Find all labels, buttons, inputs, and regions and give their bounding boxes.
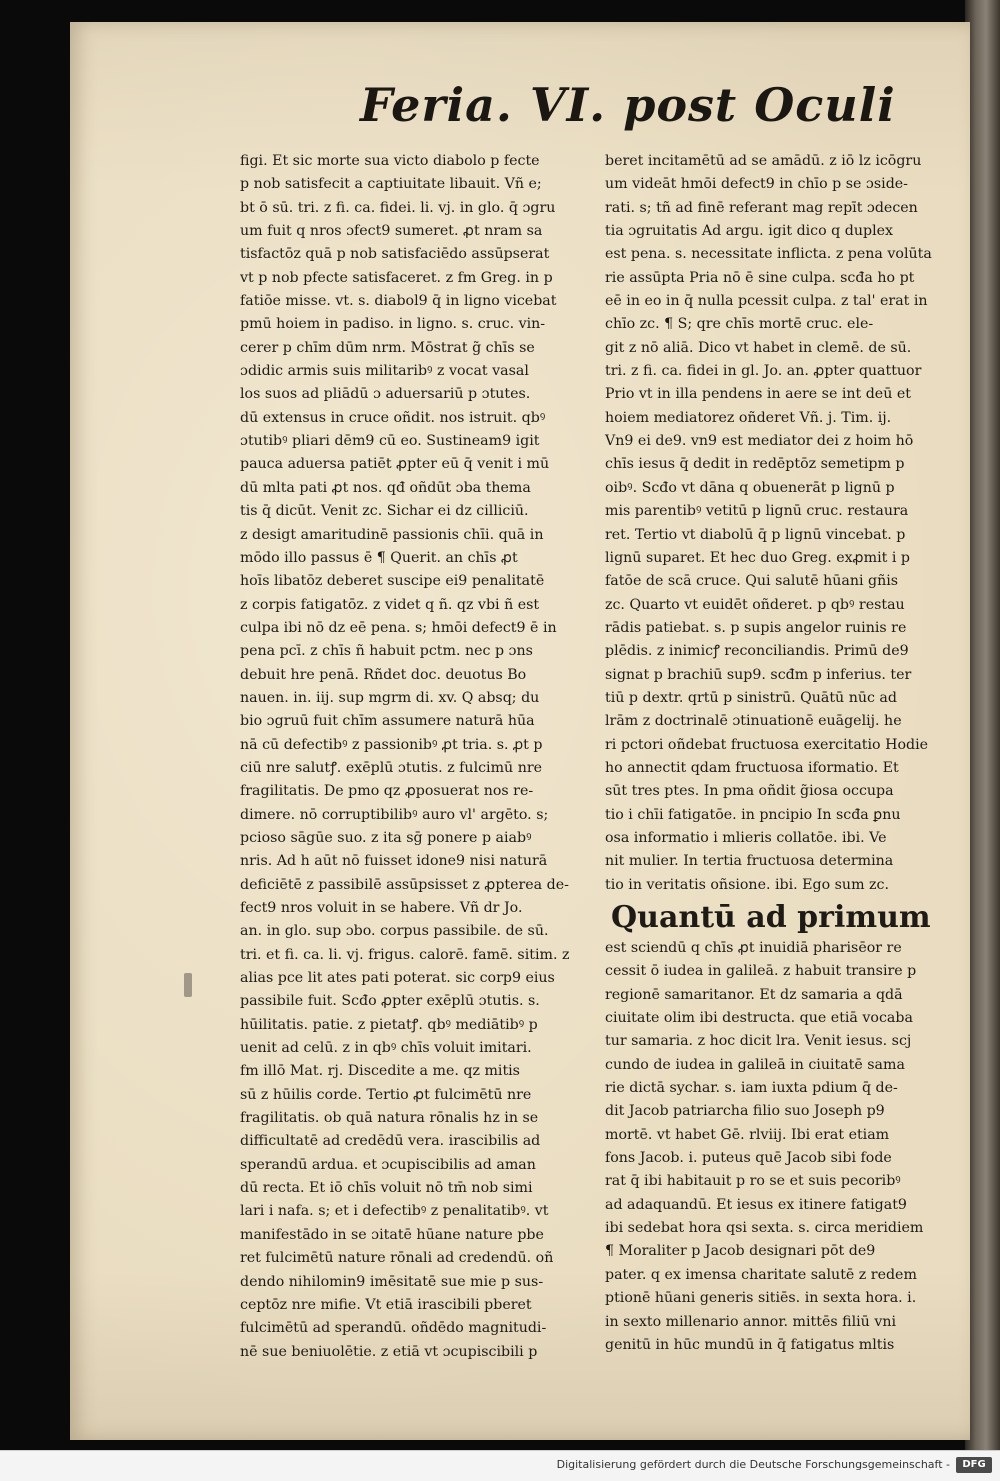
text-line: signat p brachiū sup9. scđm p inferius. ter: [605, 666, 912, 683]
text-line: hūilitatis. patie. z pietatꝭ. qbꝰ mediātibꝰ p: [240, 1016, 538, 1033]
right-column-top: [605, 150, 965, 897]
text-line: an. in glo. sup ɔbo. corpus passibile. de sū.: [240, 923, 549, 940]
text-line: rie dictā sychar. s. iam iuxta pdium q̄ de-: [605, 1080, 898, 1097]
text-line: z corpis fatigatōz. z videt q ñ. qz vbi ñ est: [240, 596, 540, 613]
left-column: [240, 150, 595, 1360]
text-line: los suos ad pliādū ɔ aduersariū p ɔtutes.: [240, 386, 531, 403]
text-line: difficultatē ad credēdū vera. irascibilis ad: [240, 1133, 541, 1150]
text-line: eē in eo in q̄ nulla pcessit culpa. z tal' erat in: [605, 293, 928, 310]
text-line: pmū hoiem in padiso. in ligno. s. cruc. vin-: [240, 316, 546, 333]
text-line: dū mlta pati ꝓt nos. qđ oñdūt ɔba thema: [240, 479, 531, 496]
text-line: nauen. in. iij. sup mgrm di. xv. Q absq; du: [240, 689, 540, 706]
text-line: beret incitamētū ad se amādū. z iō lz icōgru: [605, 153, 922, 169]
text-line: ri pctori oñdebat fructuosa exercitatio Hodie: [605, 736, 929, 753]
text-line: tri. et fi. ca. li. vj. frigus. calorē. famē. sitim. z: [240, 946, 570, 963]
text-line: tiū p dextr. qrtū p sinistrū. Quātū nūc ad: [605, 689, 897, 706]
text-line: cerer p chīm dūm nrm. Mōstrat g̃ chīs se: [240, 339, 535, 356]
text-line: dimere. nō corruptibilibꝰ auro vl' argēto. s;: [240, 806, 549, 823]
text-line: vt p nob pfecte satisfaceret. z fm Greg. in p: [240, 269, 553, 286]
text-line: nā cū defectibꝰ z passionibꝰ ꝓt tria. s. ꝓt p: [240, 736, 543, 753]
text-line: tio i chīi fatigatōe. in pncipio In scđa ꝑnu: [605, 806, 901, 823]
text-line: tur samaria. z hoc dicit lra. Venit iesus. scj: [605, 1033, 912, 1050]
text-line: est pena. s. necessitate inflicta. z pena volūta: [605, 246, 932, 263]
text-line: est sciendū q chīs ꝓt inuidiā pharisēor re: [605, 940, 902, 956]
text-line: uenit ad celū. z in qbꝰ chīs voluit imitari.: [240, 1040, 532, 1057]
text-line: sperandū ardua. et ɔcupiscibilis ad aman: [240, 1156, 536, 1173]
text-line: nris. Ad h aūt nō fuisset idone9 nisi naturā: [240, 853, 548, 870]
text-line: lignū suparet. Et hec duo Greg. exꝓmit i p: [605, 549, 910, 566]
running-head: Feria. VI. post Oculi: [360, 78, 896, 132]
text-line: tio in veritatis oñsione. ibi. Ego sum zc.: [605, 876, 889, 893]
text-line: ho annectit qdam fructuosa iformatio. Et: [605, 759, 899, 776]
binding-edge: [965, 0, 1000, 1450]
text-line: fragilitatis. ob quā natura rōnalis hz in se: [240, 1110, 539, 1127]
text-line: fons Jacob. i. puteus quē Jacob sibi fode: [605, 1150, 892, 1167]
dfg-logo: DFG: [956, 1457, 992, 1473]
footer-bar: [0, 1450, 1000, 1481]
text-line: ret. Tertio vt diabolū q̄ p lignū vincebat. p: [605, 526, 906, 543]
text-line: mōdo illo passus ē ¶ Querit. an chīs ꝓt: [240, 549, 518, 566]
text-line: osa informatio i mlieris collatōe. ibi. Ve: [605, 829, 887, 846]
text-line: in sexto millenario annor. mittēs filiū vni: [605, 1313, 897, 1330]
text-line: nē sue beniuolētie. z etiā vt ɔcupiscibili p: [240, 1343, 538, 1360]
text-line: rādis patiebat. s. p supis angelor ruinis re: [605, 619, 907, 636]
text-line: um fuit q nros ɔfect9 sumeret. ꝓt nram sa: [240, 223, 543, 240]
text-line: plēdis. z inimicꝭ reconciliandis. Primū de9: [605, 643, 909, 660]
text-line: Vn9 ei de9. vn9 est mediator dei z hoim hō: [605, 433, 914, 450]
text-line: dū extensus in cruce oñdit. nos istruit. qbꝰ: [240, 409, 546, 426]
text-line: cessit ō iudea in galileā. z habuit transire p: [605, 963, 917, 980]
text-line: um videāt hmōi defect9 in chīo p se ɔside-: [605, 176, 908, 193]
text-line: bio ɔgruū fuit chīm assumere naturā hūa: [240, 713, 535, 730]
text-line: figi. Et sic morte sua victo diabolo p fecte: [240, 153, 540, 169]
text-line: ibi sedebat hora qsi sexta. s. circa meridiem: [605, 1220, 924, 1237]
text-line: deficiētē z passibilē assūpsisset z ꝓpterea de-: [240, 876, 569, 893]
text-line: mis parentibꝰ vetitū p lignū cruc. restaura: [605, 503, 909, 520]
text-line: pcioso sāgūe suo. z ita sḡ ponere p aiabꝰ: [240, 829, 532, 846]
text-line: rati. s; tñ ad finē referant mag repīt ɔdecen: [605, 199, 918, 216]
text-line: p nob satisfecit a captiuitate libauit. Vñ e;: [240, 176, 542, 193]
text-line: z desigt amaritudinē passionis chīi. quā in: [240, 526, 544, 543]
right-column-bottom: [605, 937, 965, 1357]
text-line: Prio vt in illa pendens in aere se int deū et: [605, 386, 911, 403]
text-line: rat q̄ ibi habitauit p ro se et suis pecoribꝰ: [605, 1173, 901, 1190]
text-line: fatiōe misse. vt. s. diabol9 q̄ in ligno vicebat: [240, 293, 557, 310]
text-line: regionē samaritanor. Et dz samaria a qdā: [605, 986, 903, 1003]
text-line: fragilitatis. De pmo qz ꝓposuerat nos re-: [240, 783, 534, 800]
text-line: git z nō aliā. Dico vt habet in clemē. de sū.: [605, 339, 912, 356]
text-line: mortē. vt habet Gē. rlviij. Ibi erat etiam: [605, 1126, 890, 1143]
text-line: lrām z doctrinalē ɔtinuationē euāgelij. he: [605, 713, 902, 730]
text-line: oibꝰ. Scđo vt dāna q obuenerāt p lignū p: [605, 479, 895, 496]
text-line: genitū in hūc mundū in q̄ fatigatus mltis: [605, 1336, 895, 1353]
text-line: dū recta. Et iō chīs voluit nō tm̄ nob simi: [240, 1180, 533, 1197]
text-line: hoiem mediatorez oñderet Vñ. j. Tim. ij.: [605, 409, 892, 426]
text-line: tia ɔgruitatis Ad argu. igit dico q duplex: [605, 223, 894, 240]
text-line: ɔtutibꝰ pliari dēm9 cū eo. Sustineam9 igit: [240, 433, 540, 450]
text-line: debuit hre penā. Rñdet doc. deuotus Bo: [240, 666, 527, 683]
digitization-credit: Digitalisierung gefördert durch die Deutsche Forschungsgemeinschaft -: [556, 1458, 950, 1471]
text-line: manifestādo in se ɔitatē hūane nature pbe: [240, 1226, 544, 1243]
text-line: ɔdidic armis suis militaribꝰ z vocat vasal: [240, 363, 529, 380]
text-line: culpa ibi nō dz eē pena. s; hmōi defect9 ē in: [240, 619, 557, 636]
text-line: fect9 nros voluit in se habere. Vñ dr Jo.: [240, 900, 523, 916]
text-line: ¶ Moraliter p Jacob designari pōt de9: [605, 1243, 876, 1260]
text-line: chīs iesus q̄ dedit in redēptōz semetipm p: [605, 456, 905, 473]
text-line: ceptōz nre mifie. Vt etiā irascibili pberet: [240, 1296, 532, 1313]
text-line: cundo de iudea in galileā in ciuitatē sama: [605, 1056, 905, 1073]
text-line: hoīs libatōz deberet suscipe ei9 penalitatē: [240, 573, 545, 590]
text-line: pater. q ex imensa charitate salutē z redem: [605, 1266, 917, 1283]
text-line: ciuitate olim ibi destructa. que etiā vocaba: [605, 1010, 913, 1027]
text-line: nit mulier. In tertia fructuosa determina: [605, 853, 894, 870]
text-line: rie assūpta Pria nō ē sine culpa. scđa ho pt: [605, 269, 915, 286]
text-line: chīo zc. ¶ S; qre chīs mortē cruc. ele-: [605, 316, 874, 333]
text-line: fm illō Mat. rj. Discedite a me. qz mitis: [240, 1063, 520, 1080]
text-line: sū z hūilis corde. Tertio ꝓt fulcimētū nre: [240, 1086, 532, 1103]
text-line: ret fulcimētū nature rōnali ad credendū. oñ: [240, 1250, 554, 1267]
text-line: ciū nre salutꝭ. exēplū ɔtutis. z fulcimū nre: [240, 759, 543, 776]
text-line: passibile fuit. Scđo ꝓpter exēplū ɔtutis. s.: [240, 993, 540, 1010]
right-column: [605, 150, 965, 1353]
text-line: sūt tres ptes. In pma oñdit g̃iosa occupa: [605, 783, 894, 800]
section-initial: Quantū ad primum: [611, 900, 931, 935]
text-line: fulcimētū ad sperandū. oñdēdo magnitudi-: [240, 1320, 547, 1337]
text-line: tri. z fi. ca. fidei in gl. Jo. an. ꝓpter quattuor: [605, 363, 922, 380]
scan-mark: [184, 973, 192, 997]
text-line: lari i nafa. s; et i defectibꝰ z penalitatibꝰ. vt: [240, 1203, 549, 1220]
text-line: pena pcī. z chīs ñ habuit pctm. nec p ɔns: [240, 643, 533, 660]
text-line: zc. Quarto vt euidēt oñderet. p qbꝰ restau: [605, 596, 905, 613]
text-line: ptionē hūani generis sitiēs. in sexta hora. i.: [605, 1290, 917, 1307]
text-line: pauca aduersa patiēt ꝓpter eū q̄ venit i mū: [240, 456, 550, 473]
text-line: tis q̄ dicūt. Venit zc. Sichar ei dz cilliciū.: [240, 503, 529, 520]
text-line: alias pce lit ates pati poterat. sic corp9 eius: [240, 970, 555, 987]
text-line: dit Jacob patriarcha filio suo Joseph p9: [605, 1103, 885, 1120]
text-line: dendo nihilomin9 imēsitatē sue mie p sus-: [240, 1273, 544, 1290]
text-line: fatōe de scā cruce. Qui salutē hūani gñis: [605, 573, 899, 590]
text-line: ad adaquandū. Et iesus ex itinere fatigat9: [605, 1196, 907, 1213]
text-line: bt ō sū. tri. z fi. ca. fidei. li. vj. in glo. q̄ ɔgru: [240, 199, 556, 216]
text-line: tisfactōz quā p nob satisfaciēdo assūpserat: [240, 246, 550, 263]
